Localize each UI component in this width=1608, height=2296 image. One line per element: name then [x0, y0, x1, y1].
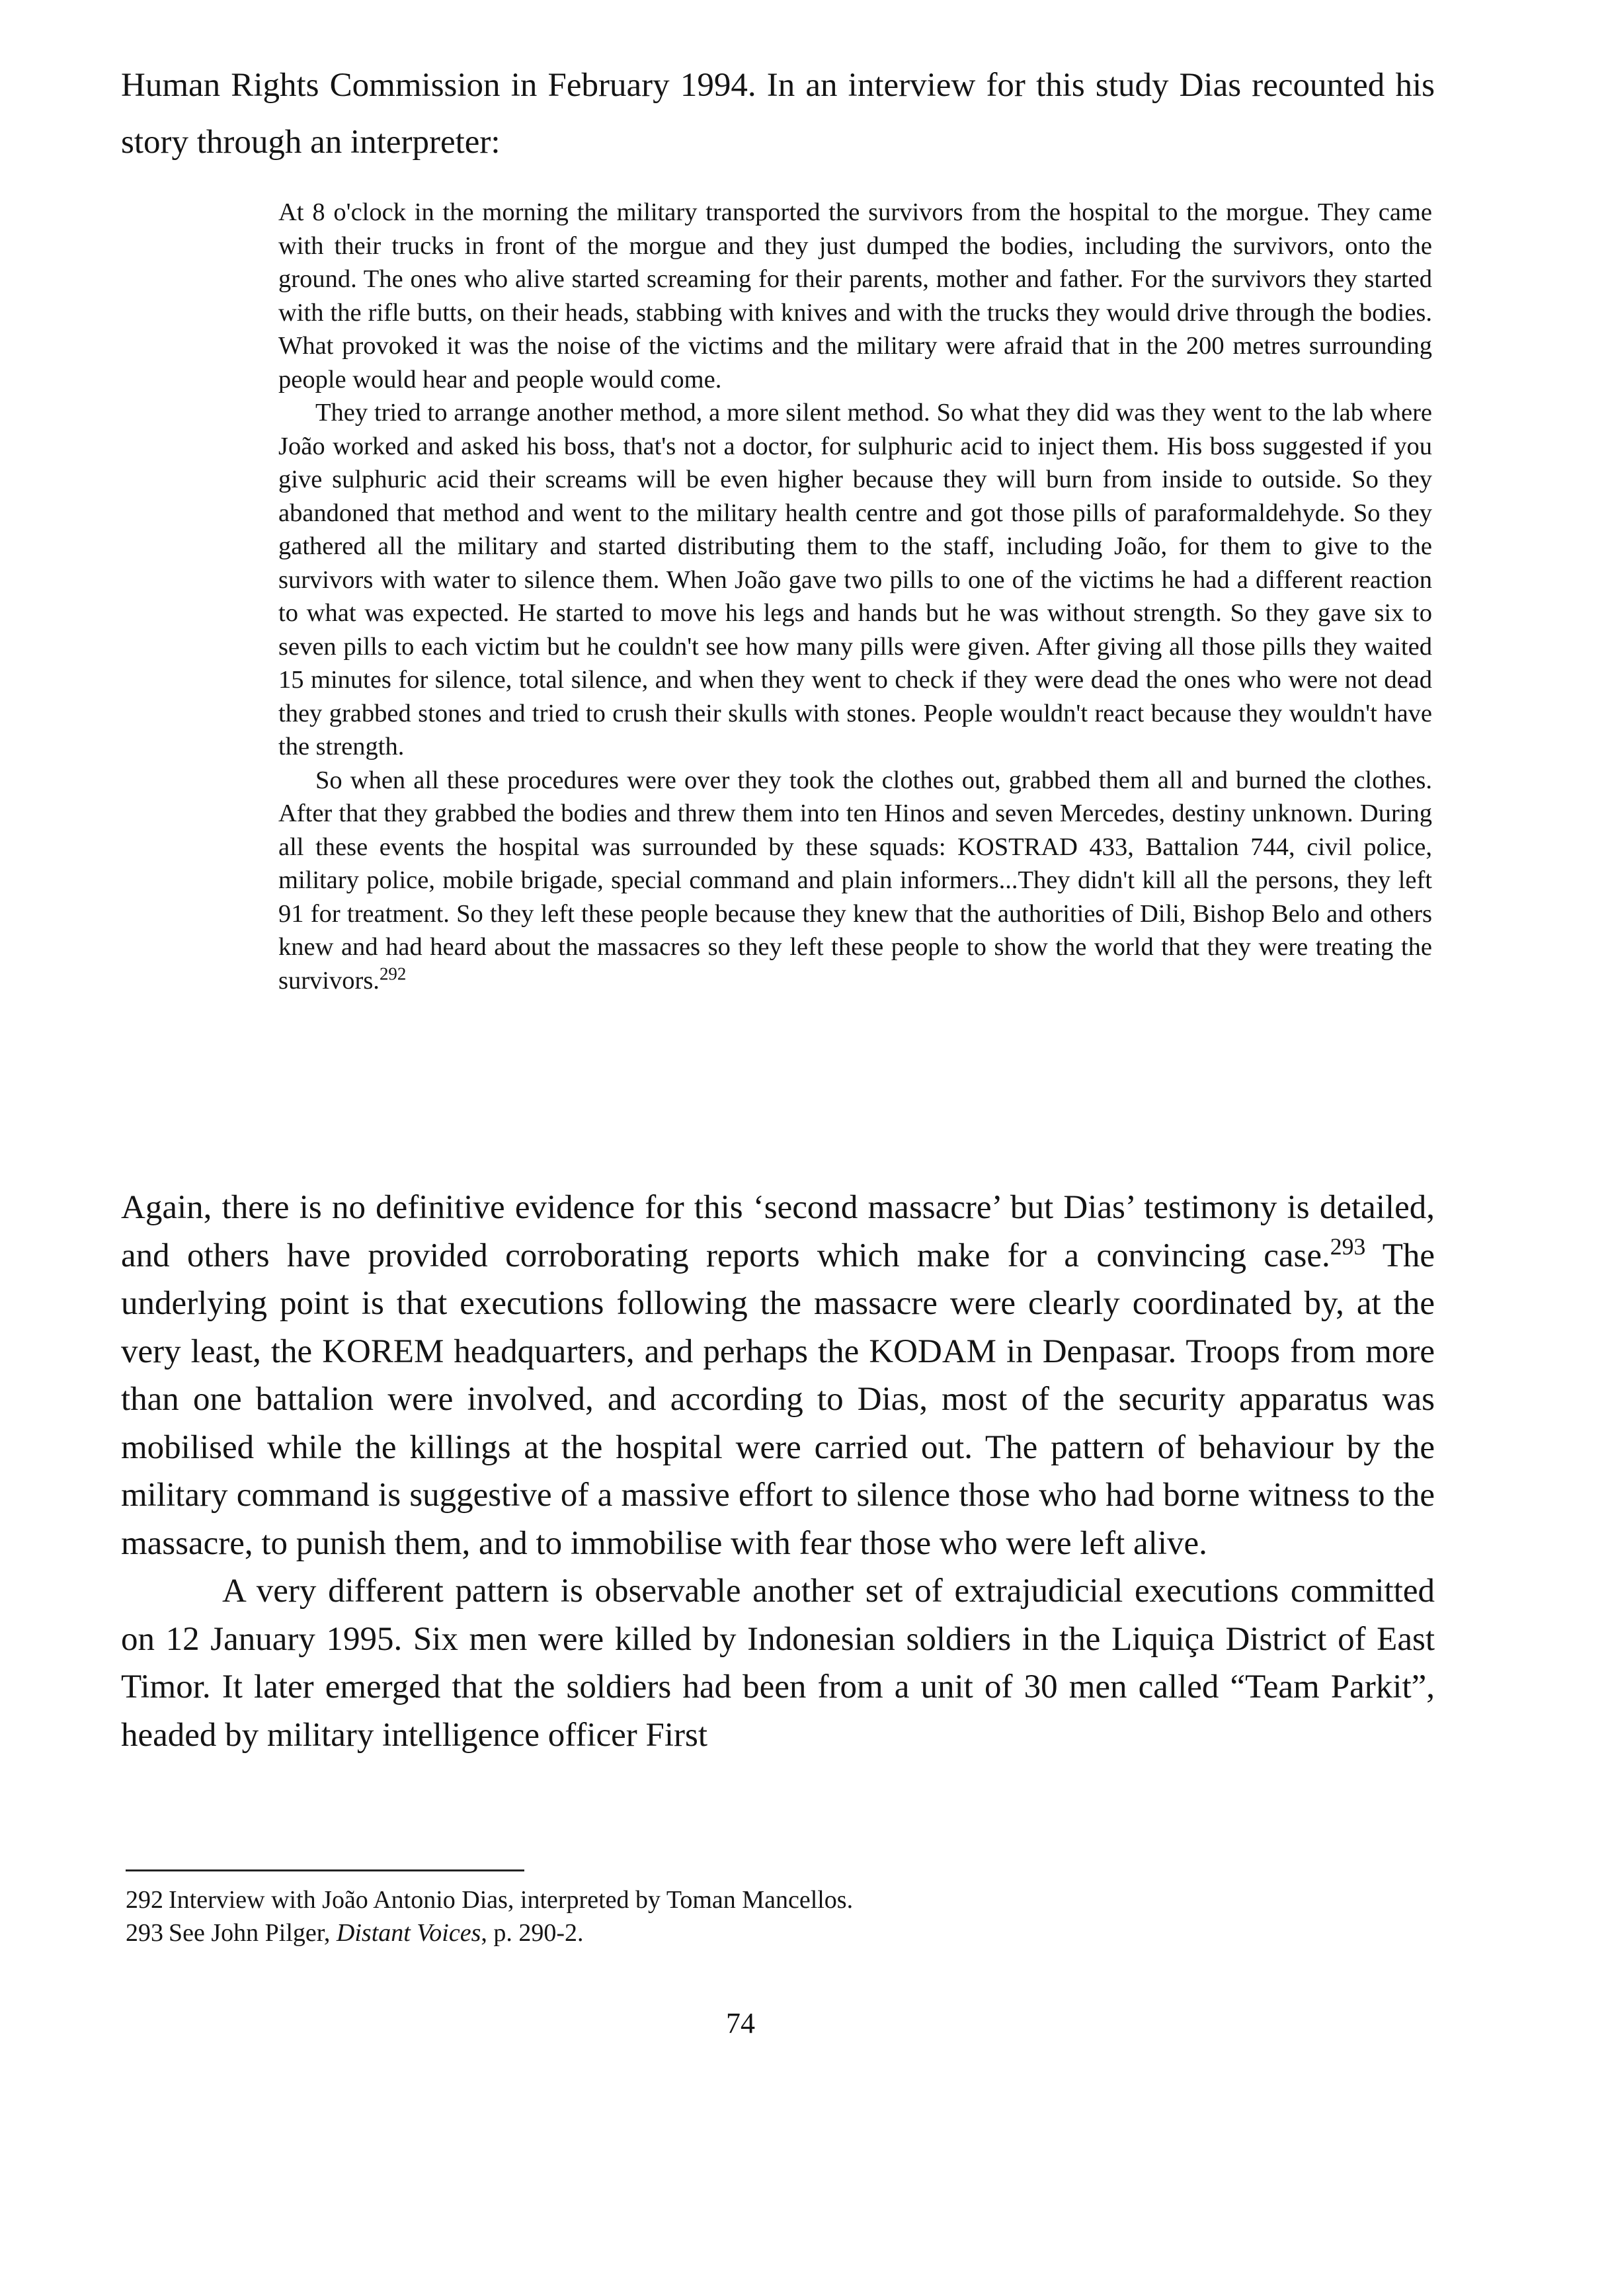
footnote-293 [126, 1916, 1382, 1949]
footnote-number: 293 [126, 1919, 163, 1947]
footnote-292 [126, 1883, 1382, 1916]
footnote-text-end: , p. 290-2. [481, 1919, 584, 1947]
body-paragraph-1 [121, 1184, 1435, 1567]
quote-paragraph-3 [278, 764, 1432, 998]
quote-paragraph-1: At 8 o'clock in the morning the military transported the survivors from the hospital to the morgue. They came with their trucks in front of the morgue and they just dumped the bodies, including the survivors, onto the ground. The ones who alive started screaming for their parents, mother and father. For the survivors they started with the rifle butts, on their heads, stabbing with knives and with the trucks they would drive through the bodies. What provoked it was the noise of the victims and the military were afraid that in the 200 metres surrounding people would hear and people would come. [278, 198, 1432, 393]
quote-paragraph-2: They tried to arrange another method, a more silent method. So what they did was they went to the lab where João worked and asked his boss, that's not a doctor, for sulphuric acid to inject them. His boss suggested if you give sulphuric acid their screams will be even higher because they will burn from inside to outside. So they abandoned that method and went to the military health centre and got those pills of paraformaldehyde. So they gathered all the military and started distributing them to the staff, including João, for them to give to the survivors with water to silence them. When João gave two pills to one of the victims he had a different reaction to what was expected. He started to move his legs and hands but he was without strength. So they gave six to seven pills to each victim but he couldn't see how many pills were given. After giving all those pills they waited 15 minutes for silence, total silence, and when they went to check if they were dead the ones who were not dead they grabbed stones and tried to crush their skulls with stones. People wouldn't react because they wouldn't have the strength. [278, 399, 1432, 760]
footnote-ref-293: 293 [1330, 1233, 1366, 1260]
block-quote [278, 196, 1432, 997]
footnote-text: Interview with João Antonio Dias, interpreted by Toman Mancellos. [169, 1886, 854, 1914]
footnote-ref-292: 292 [379, 964, 407, 984]
page-number: 74 [726, 2007, 755, 2039]
footnote-book-title: Distant Voices [336, 1919, 481, 1947]
quote-paragraph-3-text: So when all these procedures were over they took the clothes out, grabbed them all and burned the clothes. After that they grabbed the bodies and threw them into ten Hinos and seven Mercedes, destiny unknown. During all these events the hospital was surrounded by these squads: KOSTRAD 433, Battalion 744, civil police, military police, mobile brigade, special command and plain informers...They didn't kill all the persons, they left 91 for treatment. So they left these people because they knew that the authorities of Dili, Bishop Belo and others knew and had heard about the massacres so they left these people to show the world that they were treating the survivors. [278, 766, 1432, 995]
body-paragraph-1-part-a: Again, there is no definitive evidence for this ‘second massacre’ but Dias’ testimony is detailed, and others have provided corroborating reports which make for a convincing case. [121, 1189, 1435, 1274]
intro-paragraph: Human Rights Commission in February 1994. In an interview for this study Dias recounted his story through an interpreter: [121, 67, 1435, 161]
body-text [121, 1184, 1435, 1759]
footnote-divider [126, 1869, 524, 1871]
footnote-number: 292 [126, 1886, 163, 1914]
body-paragraph-2: A very different pattern is observable another set of extrajudicial executions committed on 12 January 1995. Six men were killed by Indonesian soldiers in the Liquiça District of East Timor. It later emerged that the soldiers had been from a unit of 30 men called “Team Parkit”, headed by military intelligence officer First [121, 1573, 1435, 1754]
footnotes [126, 1883, 1382, 1949]
body-paragraph-1-part-b: The underlying point is that executions following the massacre were clearly coordinated by, at the very least, the KOREM headquarters, and perhaps the KODAM in Denpasar. Troops from more than one battalion were involved, and according to Dias, most of the security apparatus was mobilised while the killings at the hospital were carried out. The pattern of behaviour by the military command is suggestive of a massive effort to silence those who had borne witness to the massacre, to punish them, and to immobilise with fear those who were left alive. [121, 1237, 1435, 1562]
footnote-text: See John Pilger, [169, 1919, 337, 1947]
